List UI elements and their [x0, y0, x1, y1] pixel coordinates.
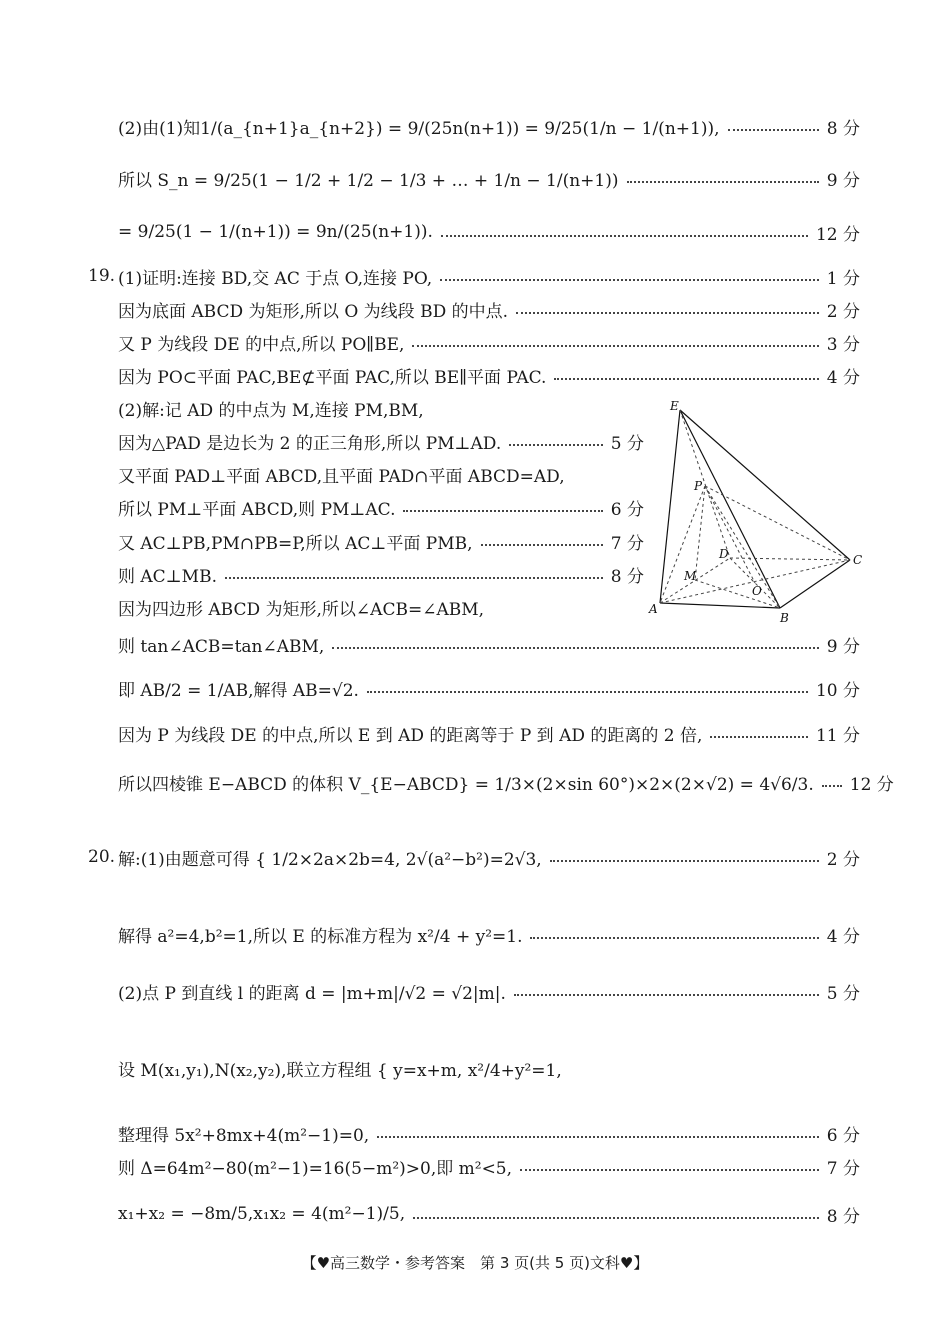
- line-11: [118, 493, 644, 521]
- score: 2 分: [826, 849, 860, 870]
- line-text: 则 tan∠ACB=tan∠ABM,: [118, 636, 325, 657]
- line-text: 所以 S_n = 9/25(1 − 1/2 + 1/2 − 1/3 + … + 1/n − 1/(n+1)): [118, 170, 619, 191]
- leader-dots: [413, 1217, 819, 1219]
- line-3: [118, 218, 860, 246]
- leader-dots: [225, 577, 603, 579]
- line-text: 整理得 5x²+8mx+4(m²−1)=0,: [118, 1125, 370, 1146]
- line-23: [118, 1119, 860, 1147]
- line-text: 因为 P 为线段 DE 的中点,所以 E 到 AD 的距离等于 P 到 AD 的距离的 2 倍,: [118, 725, 703, 746]
- question-number: 19.: [88, 266, 116, 286]
- line-6: [118, 328, 860, 356]
- score: 7 分: [610, 533, 644, 554]
- line-text: 即 AB/2 = 1/AB,解得 AB=√2.: [118, 680, 359, 701]
- leader-dots: [550, 860, 819, 862]
- score: 3 分: [826, 334, 860, 355]
- line-20: [118, 920, 860, 948]
- line-text: 因为四边形 ABCD 为矩形,所以∠ACB=∠ABM,: [118, 599, 485, 620]
- leader-dots: [367, 691, 808, 693]
- score: 9 分: [826, 170, 860, 191]
- label-D: D: [719, 547, 729, 561]
- line-17: [118, 719, 860, 747]
- line-8: [118, 394, 644, 422]
- leader-dots: [403, 510, 602, 512]
- line-12: [118, 527, 644, 555]
- label-P: P: [694, 479, 703, 493]
- line-text: 解得 a²=4,b²=1,所以 E 的标准方程为 x²/4 + y²=1.: [118, 926, 523, 947]
- line-9: [118, 427, 644, 455]
- score: 10 分: [815, 680, 860, 701]
- line-text: 设 M(x₁,y₁),N(x₂,y₂),联立方程组 { y=x+m, x²/4+y²=1,: [118, 1060, 562, 1081]
- leader-dots: [520, 1169, 819, 1171]
- line-10: [118, 460, 644, 488]
- label-M: M: [684, 569, 697, 583]
- line-text: 因为 PO⊂平面 PAC,BE⊄平面 PAC,所以 BE∥平面 PAC.: [118, 367, 547, 388]
- score: 4 分: [826, 926, 860, 947]
- leader-dots: [440, 279, 819, 281]
- line-text: 则 AC⊥MB.: [118, 566, 217, 587]
- line-text: 所以四棱锥 E−ABCD 的体积 V_{E−ABCD} = 1/3×(2×sin 60°)×2×(2×√2) = 4√6/3.: [118, 774, 814, 795]
- score: 6 分: [610, 499, 644, 520]
- edge-EA: [660, 410, 680, 603]
- score: 11 分: [815, 725, 860, 746]
- score: 12 分: [849, 774, 894, 795]
- line-2: [118, 164, 860, 192]
- line-7: [118, 361, 860, 389]
- line-text: 解:(1)由题意可得 { 1/2×2a×2b=4, 2√(a²−b²)=2√3,: [118, 849, 542, 870]
- leader-dots: [554, 378, 818, 380]
- line-13: [118, 560, 644, 588]
- line-5: [118, 295, 860, 323]
- line-text: (2)点 P 到直线 l 的距离 d = |m+m|/√2 = √2|m|.: [118, 983, 506, 1004]
- leader-dots: [481, 544, 603, 546]
- line-15: [118, 630, 860, 658]
- line-4: [88, 262, 860, 290]
- pyramid-figure: [640, 398, 870, 628]
- line-text: 又 AC⊥PB,PM∩PB=P,所以 AC⊥平面 PMB,: [118, 533, 473, 554]
- line-text: 因为△PAD 是边长为 2 的正三角形,所以 PM⊥AD.: [118, 433, 502, 454]
- leader-dots: [627, 181, 819, 183]
- line-1: [118, 112, 860, 140]
- label-A: A: [649, 602, 658, 616]
- line-16: [118, 674, 860, 702]
- leader-dots: [728, 129, 819, 131]
- leader-dots: [377, 1136, 819, 1138]
- score: 5 分: [610, 433, 644, 454]
- line-24: [118, 1152, 860, 1180]
- line-22: [118, 1054, 860, 1082]
- line-text: 因为底面 ABCD 为矩形,所以 O 为线段 BD 的中点.: [118, 301, 509, 322]
- edge-DC: [730, 558, 850, 560]
- edge-PB: [705, 486, 780, 608]
- line-text: 又平面 PAD⊥平面 ABCD,且平面 PAD∩平面 ABCD=AD,: [118, 466, 565, 487]
- line-text: (2)由(1)知1/(a_{n+1}a_{n+2}) = 9/(25n(n+1)) = 9/25(1/n − 1/(n+1)),: [118, 118, 720, 139]
- score: 7 分: [826, 1158, 860, 1179]
- line-19: [88, 843, 860, 871]
- edge-AB: [660, 603, 780, 608]
- line-14: [118, 593, 644, 621]
- score: 2 分: [826, 301, 860, 322]
- question-number: 20.: [88, 847, 116, 867]
- score: 12 分: [815, 224, 860, 245]
- score: 4 分: [826, 367, 860, 388]
- leader-dots: [514, 994, 819, 996]
- line-18: [118, 768, 894, 796]
- label-B: B: [780, 611, 789, 625]
- line-text: (1)证明:连接 BD,交 AC 于点 O,连接 PO,: [118, 268, 433, 289]
- line-text: 则 Δ=64m²−80(m²−1)=16(5−m²)>0,即 m²<5,: [118, 1158, 513, 1179]
- score: 6 分: [826, 1125, 860, 1146]
- score: 1 分: [826, 268, 860, 289]
- score: 8 分: [610, 566, 644, 587]
- line-text: 所以 PM⊥平面 ABCD,则 PM⊥AC.: [118, 499, 396, 520]
- edge-MB: [695, 580, 780, 608]
- leader-dots: [509, 444, 603, 446]
- edge-BC: [780, 560, 850, 608]
- label-C: C: [853, 553, 863, 567]
- score: 9 分: [826, 636, 860, 657]
- leader-dots: [822, 785, 842, 787]
- label-O: O: [752, 584, 762, 598]
- label-E: E: [670, 399, 679, 413]
- leader-dots: [412, 345, 818, 347]
- page-footer: 【♥高三数学・参考答案 第 3 页(共 5 页)文科♥】: [301, 1254, 649, 1272]
- line-text: 又 P 为线段 DE 的中点,所以 PO∥BE,: [118, 334, 405, 355]
- score: 5 分: [826, 983, 860, 1004]
- line-21: [118, 977, 860, 1005]
- line-text: (2)解:记 AD 的中点为 M,连接 PM,BM,: [118, 400, 424, 421]
- line-text: x₁+x₂ = −8m/5,x₁x₂ = 4(m²−1)/5,: [118, 1204, 406, 1224]
- edge-PA: [660, 486, 705, 603]
- leader-dots: [710, 736, 808, 738]
- leader-dots: [516, 312, 819, 314]
- leader-dots: [332, 647, 818, 649]
- edge-PO: [705, 486, 755, 583]
- score: 8 分: [826, 1206, 860, 1227]
- leader-dots: [441, 235, 808, 237]
- line-text: = 9/25(1 − 1/(n+1)) = 9n/(25(n+1)).: [118, 222, 433, 242]
- score: 8 分: [826, 118, 860, 139]
- leader-dots: [530, 937, 818, 939]
- line-25: [118, 1200, 860, 1228]
